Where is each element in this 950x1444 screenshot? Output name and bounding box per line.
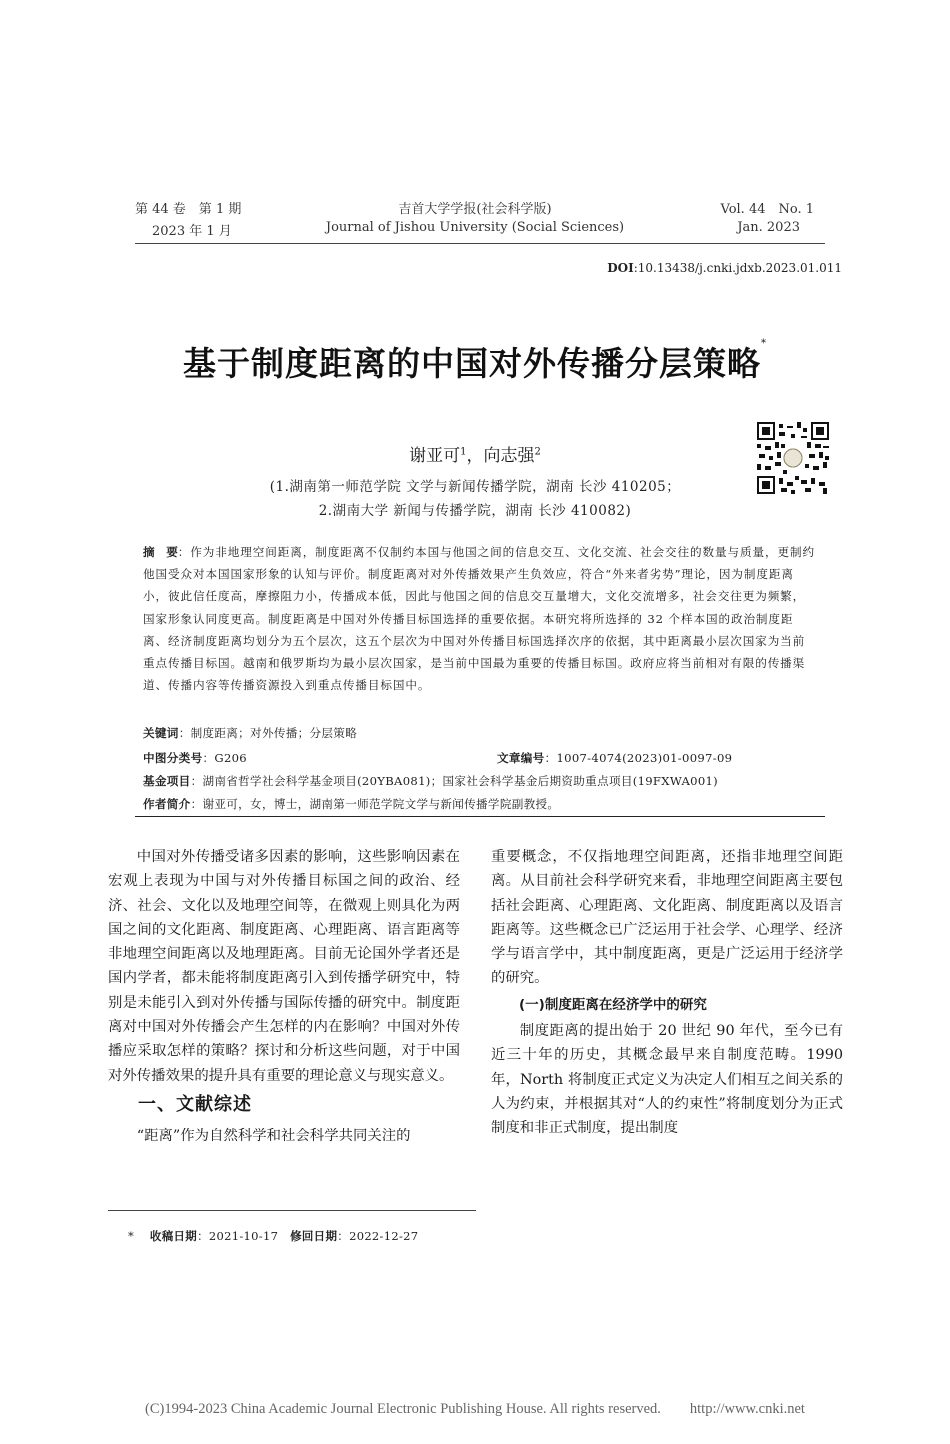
subsection-heading: (一)制度距离在经济学中的研究 bbox=[519, 996, 707, 1013]
fund-text: ：湖南省哲学社会科学基金项目(20YBA081)；国家社会科学基金后期资助重点项目(19FXWA001) bbox=[190, 774, 718, 788]
article-number-text: ：1007-4074(2023)01-0097-09 bbox=[544, 751, 733, 765]
author-2: 向志强 bbox=[483, 446, 535, 466]
journal-title-en: Journal of Jishou University (Social Sciences) bbox=[325, 220, 625, 235]
body-right-column bbox=[491, 845, 843, 1141]
footnote-rule bbox=[108, 1210, 476, 1211]
qr-code-icon[interactable] bbox=[757, 422, 829, 494]
affiliation-1: (1.湖南第一师范学院 文学与新闻传播学院，湖南 长沙 410205； bbox=[269, 479, 681, 495]
footnote bbox=[128, 1228, 418, 1244]
body-left-column bbox=[108, 845, 460, 1149]
section-heading: 一、文献综述 bbox=[138, 1093, 252, 1115]
author-1: 谢亚可 bbox=[409, 446, 461, 466]
publication-date: 2023 年 1 月 bbox=[152, 224, 232, 239]
abstract bbox=[143, 541, 815, 696]
author-bio bbox=[143, 796, 559, 812]
doi-label: DOI bbox=[607, 261, 634, 275]
revised-date: ：2022-12-27 bbox=[337, 1229, 419, 1243]
received-label: 收稿日期 bbox=[149, 1229, 198, 1243]
body-paragraph: “距离”作为自然科学和社会科学共同关注的 bbox=[136, 1128, 411, 1145]
fund-projects bbox=[143, 773, 718, 789]
revised-label: 修回日期 bbox=[290, 1229, 338, 1243]
abstract-label: 摘 要 bbox=[143, 545, 178, 559]
article-title-text: 基于制度距离的中国对外传播分层策略 bbox=[183, 344, 761, 383]
article-title bbox=[0, 338, 950, 385]
copyright-notice: (C)1994-2023 China Academic Journal Electronic Publishing House. All rights reserved. http://www.cnki.net bbox=[145, 1401, 805, 1417]
abstract-text: ：作为非地理空间距离，制度距离不仅制约本国与他国之间的信息交互、文化交流、社会交往的数量与质量，更制约他国受众对本国国家形象的认知与评价。制度距离对对外传播效果产生负效应，符合“外来者劣势”理论，因为制度距离小，彼此信任度高，摩擦阻力小，传播成本低，因此与他国之间的信息交互量增大，文化交流增多，社会交往更为频繁，国家形象认同度更高。制度距离是中国对外传播目标国选择的重要依据。本研究将所选择的 32 个样本国的政治制度距离、经济制度距离均划分为五个层次，这五个层次为中国对外传播目标国选择次序的依据，其中距离最小层次国家为当前重点传播目标国。越南和俄罗斯均为最小层次国家，是当前中国最为重要的传播目标国。政府应将当前相对有限的传播渠道、传播内容等传播资源投入到重点传播目标国中。 bbox=[143, 545, 815, 693]
article-number bbox=[497, 750, 732, 766]
abstract-rule bbox=[135, 816, 825, 817]
author-2-affil-mark: 2 bbox=[534, 446, 541, 458]
title-footnote-mark: * bbox=[761, 338, 767, 349]
author-bio-label: 作者简介 bbox=[143, 797, 191, 811]
header-rule bbox=[135, 243, 825, 244]
keywords-label: 关键词 bbox=[143, 726, 179, 740]
journal-title-cn: 吉首大学学报(社会科学版) bbox=[398, 202, 552, 217]
body-paragraph: 中国对外传播受诸多因素的影响，这些影响因素在宏观上表现为中国与对外传播目标国之间的政治、经济、社会、文化以及地理空间等，在微观上则具化为两国之间的文化距离、制度距离、心理距离、语言距离等非地理空间距离以及地理距离。目前无论国外学者还是国内学者，都未能将制度距离引入到传播学研究中，特别是未能引入到对外传播与国际传播的研究中。制度距离对中国对外传播会产生怎样的内在影响？中国对外传播应采取怎样的策略？探讨和分析这些问题，对于中国对外传播效果的提升具有重要的理论意义与现实意义。 bbox=[108, 849, 460, 1084]
classification-label: 中图分类号 bbox=[143, 751, 203, 765]
footnote-mark: * bbox=[128, 1229, 135, 1243]
article-number-label: 文章编号 bbox=[497, 751, 545, 765]
volume-issue-en: Vol. 44 No. 1 bbox=[720, 202, 814, 217]
volume-issue: 第 44 卷 第 1 期 bbox=[135, 202, 242, 217]
doi-value: :10.13438/j.cnki.jdxb.2023.01.011 bbox=[633, 261, 842, 275]
doi[interactable] bbox=[607, 261, 842, 275]
keywords-text: ：制度距离；对外传播；分层策略 bbox=[178, 726, 358, 740]
classification-number bbox=[143, 750, 247, 766]
body-paragraph: 制度距离的提出始于 20 世纪 90 年代，至今已有近三十年的历史，其概念最早来自制度范畴。1990 年，North 将制度正式定义为决定人们相互之间关系的人为约束，并根据其对“人的约束性”将制度划分为正式制度和非正式制度，提出制度 bbox=[491, 1023, 843, 1137]
publication-date-en: Jan. 2023 bbox=[737, 220, 800, 235]
fund-label: 基金项目 bbox=[143, 774, 191, 788]
affiliation-2: 2.湖南大学 新闻与传播学院，湖南 长沙 410082) bbox=[318, 503, 632, 519]
received-date: ：2021-10-17 bbox=[197, 1229, 279, 1243]
author-separator: ， bbox=[466, 446, 484, 466]
author-1-affil-mark: 1 bbox=[460, 446, 467, 458]
body-paragraph: 重要概念，不仅指地理空间距离，还指非地理空间距离。从目前社会科学研究来看，非地理空间距离主要包括社会距离、心理距离、文化距离、制度距离以及语言距离等。这些概念已广泛运用于社会学、心理学、经济学与语言学中，其中制度距离，更是广泛运用于经济学的研究。 bbox=[491, 849, 843, 987]
keywords bbox=[143, 725, 357, 741]
classification-text: ：G206 bbox=[202, 751, 247, 765]
author-bio-text: ：谢亚可，女，博士，湖南第一师范学院文学与新闻传播学院副教授。 bbox=[190, 797, 560, 811]
